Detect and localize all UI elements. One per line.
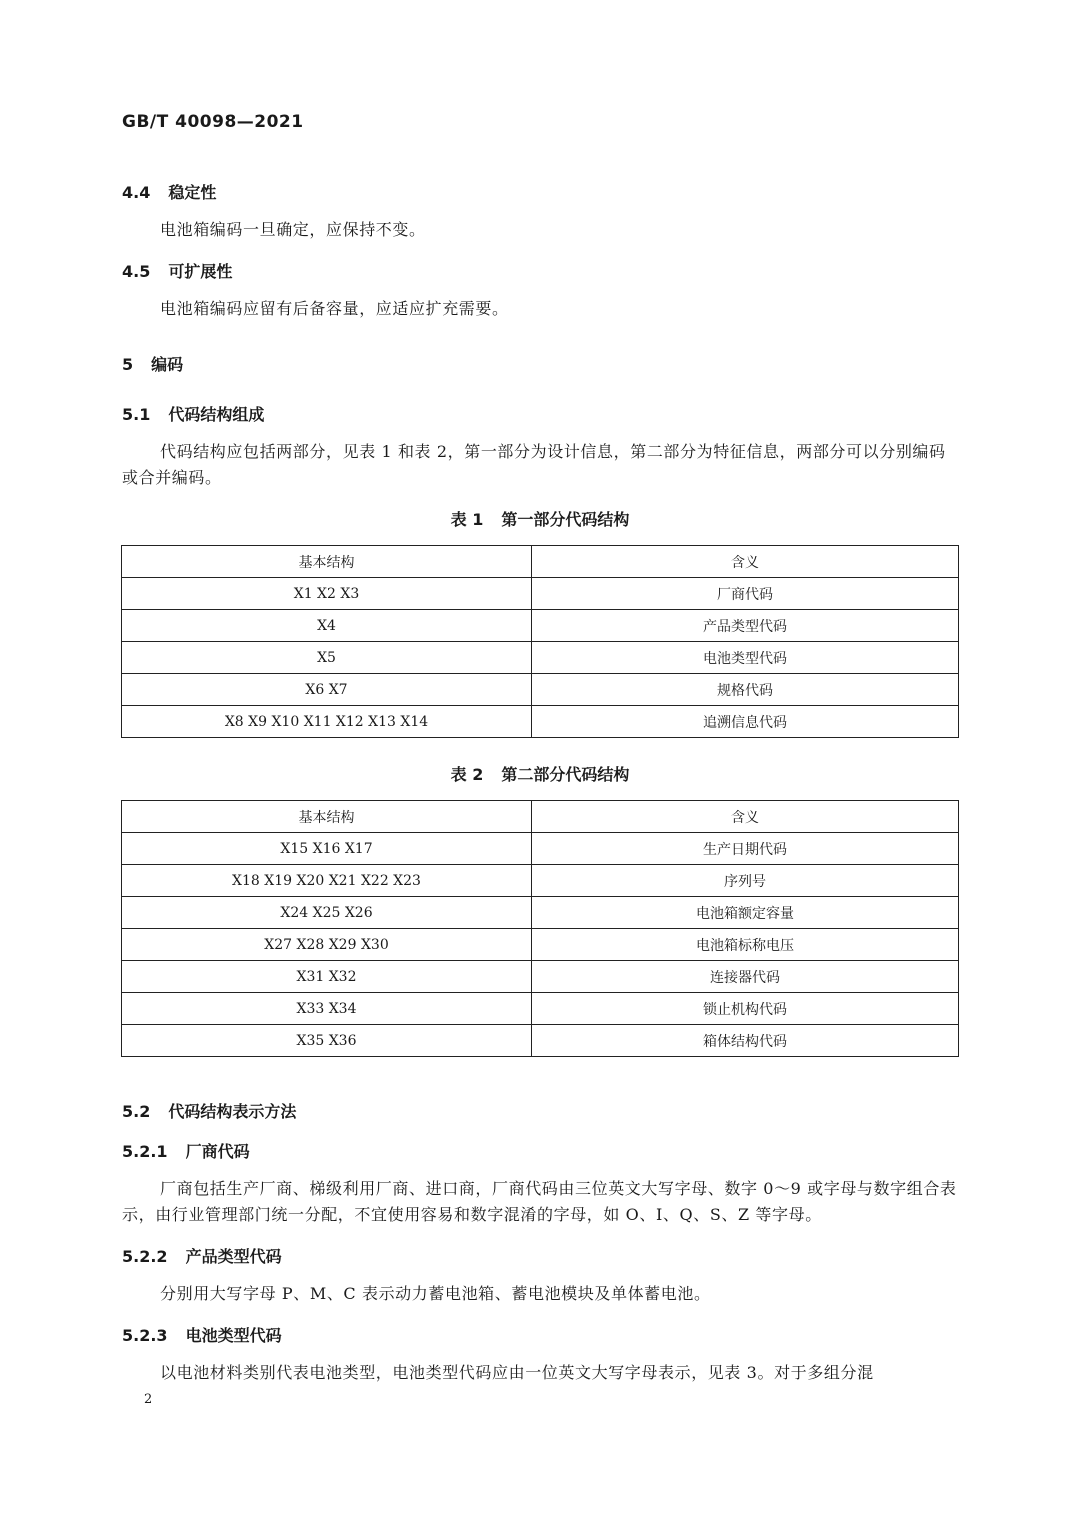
- column-header: 基本结构: [122, 801, 532, 833]
- table-row: [122, 833, 959, 865]
- section-title: 可扩展性: [168, 262, 233, 281]
- code-cell: X4: [122, 610, 532, 642]
- section-5-2-1-text: 厂商包括生产厂商、梯级利用厂商、进口商，厂商代码由三位英文大写字母、数字 0～9 或字母与数字组合表示，由行业管理部门统一分配，不宜使用容易和数字混淆的字母，如 O、I、Q、S、Z 等字母。: [122, 1179, 957, 1224]
- table-2: [121, 800, 959, 1057]
- section-number: 5: [122, 355, 134, 374]
- section-5-2-2-text: 分别用大写字母 P、M、C 表示动力蓄电池箱、蓄电池模块及单体蓄电池。: [160, 1284, 711, 1303]
- meaning-cell: 厂商代码: [532, 578, 959, 610]
- section-4-4-heading: [122, 180, 216, 203]
- table-row: [122, 674, 959, 706]
- section-5-1-heading: [122, 402, 264, 425]
- table-row: [122, 706, 959, 738]
- section-4-4-text: 电池箱编码一旦确定，应保持不变。: [160, 220, 426, 239]
- code-cell: X24 X25 X26: [122, 897, 532, 929]
- code-cell: X33 X34: [122, 993, 532, 1025]
- section-5-2-1-heading: [122, 1139, 250, 1162]
- table-row: [122, 578, 959, 610]
- code-cell: X27 X28 X29 X30: [122, 929, 532, 961]
- section-5-heading: [122, 352, 183, 375]
- section-title: 产品类型代码: [185, 1247, 282, 1266]
- meaning-cell: 连接器代码: [532, 961, 959, 993]
- table-row: [122, 1025, 959, 1057]
- section-title: 代码结构组成: [168, 405, 265, 424]
- section-number: 5.1: [122, 405, 151, 424]
- table-number: 表 1: [450, 510, 484, 529]
- meaning-cell: 产品类型代码: [532, 610, 959, 642]
- section-4-5-heading: [122, 259, 232, 282]
- code-cell: X6 X7: [122, 674, 532, 706]
- column-header: 含义: [532, 801, 959, 833]
- section-number: 5.2: [122, 1102, 151, 1121]
- code-cell: X1 X2 X3: [122, 578, 532, 610]
- meaning-cell: 序列号: [532, 865, 959, 897]
- meaning-cell: 生产日期代码: [532, 833, 959, 865]
- section-4-5-text: 电池箱编码应留有后备容量，应适应扩充需要。: [160, 299, 509, 318]
- section-5-2-3-text: 以电池材料类别代表电池类型，电池类型代码应由一位英文大写字母表示，见表 3。对于多组分混: [160, 1363, 874, 1382]
- table-row: [122, 929, 959, 961]
- table-row: [122, 642, 959, 674]
- table-header-row: [122, 801, 959, 833]
- section-number: 4.5: [122, 262, 151, 281]
- code-cell: X8 X9 X10 X11 X12 X13 X14: [122, 706, 532, 738]
- section-number: 5.2.2: [122, 1247, 168, 1266]
- table-number: 表 2: [450, 765, 484, 784]
- table-row: [122, 961, 959, 993]
- table-row: [122, 865, 959, 897]
- standard-number: GB/T 40098—2021: [122, 112, 304, 132]
- meaning-cell: 电池箱标称电压: [532, 929, 959, 961]
- column-header: 含义: [532, 546, 959, 578]
- section-title: 电池类型代码: [185, 1326, 282, 1345]
- code-cell: X15 X16 X17: [122, 833, 532, 865]
- code-cell: X5: [122, 642, 532, 674]
- section-5-2-3-heading: [122, 1323, 282, 1346]
- code-cell: X31 X32: [122, 961, 532, 993]
- section-title: 厂商代码: [185, 1142, 250, 1161]
- meaning-cell: 箱体结构代码: [532, 1025, 959, 1057]
- section-number: 5.2.3: [122, 1326, 168, 1345]
- code-cell: X18 X19 X20 X21 X22 X23: [122, 865, 532, 897]
- section-number: 4.4: [122, 183, 151, 202]
- table-row: [122, 993, 959, 1025]
- table-row: [122, 610, 959, 642]
- meaning-cell: 锁止机构代码: [532, 993, 959, 1025]
- section-5-2-heading: [122, 1099, 296, 1122]
- table-title: 第一部分代码结构: [501, 510, 630, 529]
- table-1: [121, 545, 959, 738]
- table-header-row: [122, 546, 959, 578]
- section-title: 编码: [151, 355, 184, 374]
- table-2-caption: [0, 762, 1080, 785]
- meaning-cell: 电池箱额定容量: [532, 897, 959, 929]
- meaning-cell: 规格代码: [532, 674, 959, 706]
- section-title: 代码结构表示方法: [168, 1102, 297, 1121]
- section-5-2-2-heading: [122, 1244, 282, 1267]
- table-1-caption: [0, 507, 1080, 530]
- section-title: 稳定性: [168, 183, 217, 202]
- section-5-1-text: 代码结构应包括两部分，见表 1 和表 2，第一部分为设计信息，第二部分为特征信息，两部分可以分别编码或合并编码。: [122, 442, 946, 487]
- code-cell: X35 X36: [122, 1025, 532, 1057]
- meaning-cell: 电池类型代码: [532, 642, 959, 674]
- section-number: 5.2.1: [122, 1142, 168, 1161]
- meaning-cell: 追溯信息代码: [532, 706, 959, 738]
- table-row: [122, 897, 959, 929]
- table-title: 第二部分代码结构: [501, 765, 630, 784]
- page-number: 2: [144, 1392, 153, 1407]
- column-header: 基本结构: [122, 546, 532, 578]
